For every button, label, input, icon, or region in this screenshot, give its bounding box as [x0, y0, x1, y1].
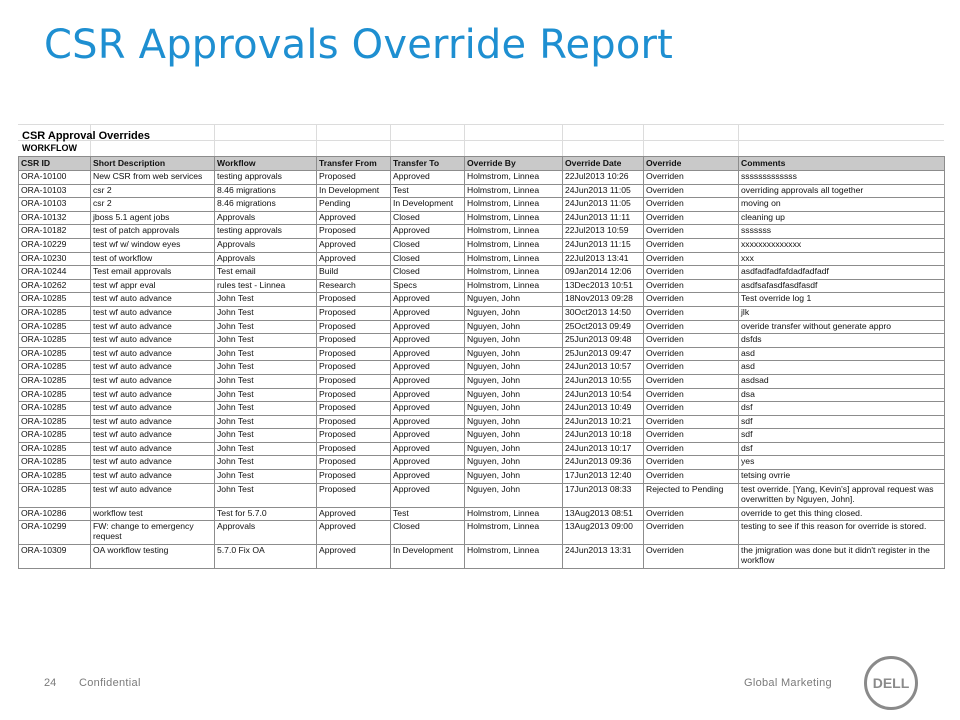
- table-cell: Proposed: [317, 483, 391, 507]
- table-cell: asd: [739, 347, 945, 361]
- column-header: Transfer From: [317, 157, 391, 171]
- table-cell: John Test: [215, 402, 317, 416]
- table-cell: Holmstrom, Linnea: [465, 198, 563, 212]
- table-row: [19, 388, 945, 402]
- table-cell: ORA-10285: [19, 334, 91, 348]
- table-cell: Nguyen, John: [465, 347, 563, 361]
- table-cell: 24Jun2013 10:57: [563, 361, 644, 375]
- table-cell: Holmstrom, Linnea: [465, 211, 563, 225]
- table-cell: 17Jun2013 08:33: [563, 483, 644, 507]
- table-cell: Approved: [391, 171, 465, 185]
- table-cell: Approved: [391, 293, 465, 307]
- table-cell: Approved: [317, 211, 391, 225]
- table-cell: 24Jun2013 10:18: [563, 429, 644, 443]
- table-cell: overriding approvals all together: [739, 184, 945, 198]
- table-cell: 5.7.0 Fix OA: [215, 545, 317, 569]
- table-cell: test wf auto advance: [91, 293, 215, 307]
- table-cell: Test email approvals: [91, 266, 215, 280]
- column-header: Override Date: [563, 157, 644, 171]
- table-cell: Overriden: [644, 374, 739, 388]
- table-cell: ORA-10230: [19, 252, 91, 266]
- table-cell: Approvals: [215, 211, 317, 225]
- table-cell: testing to see if this reason for override is stored.: [739, 521, 945, 545]
- report-header-area: [18, 124, 944, 156]
- table-cell: Closed: [391, 238, 465, 252]
- table-row: [19, 415, 945, 429]
- table-row: [19, 198, 945, 212]
- table-cell: Closed: [391, 521, 465, 545]
- table-cell: Overriden: [644, 334, 739, 348]
- table-cell: test of patch approvals: [91, 225, 215, 239]
- table-cell: Test: [391, 507, 465, 521]
- table-row: [19, 171, 945, 185]
- table-cell: test wf auto advance: [91, 470, 215, 484]
- table-cell: sdf: [739, 429, 945, 443]
- table-cell: John Test: [215, 320, 317, 334]
- table-cell: Overriden: [644, 388, 739, 402]
- table-cell: Approved: [391, 442, 465, 456]
- table-cell: test wf auto advance: [91, 442, 215, 456]
- table-cell: ORA-10285: [19, 483, 91, 507]
- table-row: [19, 361, 945, 375]
- department-label: Global Marketing: [744, 677, 832, 689]
- column-header: Transfer To: [391, 157, 465, 171]
- table-cell: Build: [317, 266, 391, 280]
- table-cell: Overriden: [644, 184, 739, 198]
- table-row: [19, 211, 945, 225]
- table-cell: test wf auto advance: [91, 415, 215, 429]
- slide-title: CSR Approvals Override Report: [44, 22, 674, 68]
- table-cell: Approved: [391, 334, 465, 348]
- table-cell: Test for 5.7.0: [215, 507, 317, 521]
- table-cell: Approvals: [215, 252, 317, 266]
- column-header: Override By: [465, 157, 563, 171]
- page-number: 24: [44, 677, 57, 689]
- table-cell: Overriden: [644, 252, 739, 266]
- table-row: [19, 429, 945, 443]
- table-cell: ORA-10309: [19, 545, 91, 569]
- table-cell: sdf: [739, 415, 945, 429]
- table-cell: Approved: [317, 238, 391, 252]
- table-cell: test wf auto advance: [91, 320, 215, 334]
- column-header: Short Description: [91, 157, 215, 171]
- table-cell: Approved: [391, 456, 465, 470]
- table-cell: 30Oct2013 14:50: [563, 306, 644, 320]
- report-title: CSR Approval Overrides: [22, 130, 150, 142]
- table-cell: Proposed: [317, 306, 391, 320]
- table-cell: workflow test: [91, 507, 215, 521]
- table-cell: ORA-10285: [19, 320, 91, 334]
- table-row: [19, 252, 945, 266]
- table-cell: John Test: [215, 293, 317, 307]
- table-cell: Holmstrom, Linnea: [465, 521, 563, 545]
- table-cell: 13Dec2013 10:51: [563, 279, 644, 293]
- table-cell: jlk: [739, 306, 945, 320]
- table-cell: Proposed: [317, 456, 391, 470]
- table-cell: ORA-10244: [19, 266, 91, 280]
- table-cell: Overriden: [644, 507, 739, 521]
- table-cell: Nguyen, John: [465, 388, 563, 402]
- table-cell: John Test: [215, 442, 317, 456]
- table-cell: 8.46 migrations: [215, 184, 317, 198]
- column-header: CSR ID: [19, 157, 91, 171]
- table-cell: cleaning up: [739, 211, 945, 225]
- table-cell: test wf auto advance: [91, 483, 215, 507]
- table-cell: Approved: [391, 225, 465, 239]
- table-cell: test override. [Yang, Kevin's] approval request was overwritten by Nguyen, John].: [739, 483, 945, 507]
- table-cell: asdfsafasdfasdfasdf: [739, 279, 945, 293]
- table-cell: Nguyen, John: [465, 402, 563, 416]
- table-cell: asd: [739, 361, 945, 375]
- table-cell: test wf auto advance: [91, 456, 215, 470]
- table-cell: John Test: [215, 470, 317, 484]
- table-cell: Approved: [391, 388, 465, 402]
- table-cell: ORA-10132: [19, 211, 91, 225]
- table-cell: Nguyen, John: [465, 470, 563, 484]
- table-cell: Holmstrom, Linnea: [465, 545, 563, 569]
- confidential-label: Confidential: [79, 677, 141, 689]
- table-cell: Overriden: [644, 521, 739, 545]
- table-cell: Proposed: [317, 429, 391, 443]
- logo-text: DELL: [872, 675, 910, 691]
- table-cell: ORA-10103: [19, 184, 91, 198]
- table-cell: Proposed: [317, 320, 391, 334]
- table-cell: Overriden: [644, 293, 739, 307]
- table-cell: Overriden: [644, 361, 739, 375]
- table-cell: tetsing ovrrie: [739, 470, 945, 484]
- table-cell: csr 2: [91, 198, 215, 212]
- table-cell: 24Jun2013 10:49: [563, 402, 644, 416]
- table-cell: dsf: [739, 442, 945, 456]
- table-cell: Proposed: [317, 388, 391, 402]
- table-cell: test of workflow: [91, 252, 215, 266]
- table-cell: Holmstrom, Linnea: [465, 252, 563, 266]
- table-cell: ORA-10100: [19, 171, 91, 185]
- table-cell: yes: [739, 456, 945, 470]
- table-cell: John Test: [215, 347, 317, 361]
- table-cell: 18Nov2013 09:28: [563, 293, 644, 307]
- table-cell: 13Aug2013 08:51: [563, 507, 644, 521]
- table-cell: Overriden: [644, 211, 739, 225]
- table-row: [19, 320, 945, 334]
- table-cell: Overriden: [644, 171, 739, 185]
- table-cell: John Test: [215, 361, 317, 375]
- table-cell: 25Jun2013 09:48: [563, 334, 644, 348]
- table-cell: test wf auto advance: [91, 388, 215, 402]
- table-cell: Approved: [317, 252, 391, 266]
- table-cell: Overriden: [644, 402, 739, 416]
- table-cell: Proposed: [317, 347, 391, 361]
- table-cell: Proposed: [317, 402, 391, 416]
- table-cell: OA workflow testing: [91, 545, 215, 569]
- table-cell: testing approvals: [215, 225, 317, 239]
- table-cell: Holmstrom, Linnea: [465, 238, 563, 252]
- table-cell: 24Jun2013 11:15: [563, 238, 644, 252]
- table-cell: Proposed: [317, 171, 391, 185]
- table-cell: test wf auto advance: [91, 402, 215, 416]
- table-cell: ORA-10285: [19, 415, 91, 429]
- table-row: [19, 402, 945, 416]
- table-cell: ORA-10285: [19, 361, 91, 375]
- table-cell: test wf auto advance: [91, 361, 215, 375]
- table-cell: 22Jul2013 10:59: [563, 225, 644, 239]
- table-cell: testing approvals: [215, 171, 317, 185]
- table-cell: ORA-10285: [19, 429, 91, 443]
- table-cell: override to get this thing closed.: [739, 507, 945, 521]
- table-cell: In Development: [317, 184, 391, 198]
- table-cell: 24Jun2013 10:55: [563, 374, 644, 388]
- table-row: [19, 184, 945, 198]
- table-cell: Approved: [391, 306, 465, 320]
- dell-logo: [863, 655, 919, 711]
- table-row: [19, 225, 945, 239]
- column-header: Override: [644, 157, 739, 171]
- table-cell: 24Jun2013 10:54: [563, 388, 644, 402]
- table-cell: John Test: [215, 388, 317, 402]
- table-cell: Specs: [391, 279, 465, 293]
- table-row: [19, 470, 945, 484]
- table-cell: Holmstrom, Linnea: [465, 171, 563, 185]
- table-cell: overide transfer without generate appro: [739, 320, 945, 334]
- table-cell: dsfds: [739, 334, 945, 348]
- column-header: Workflow: [215, 157, 317, 171]
- table-cell: Nguyen, John: [465, 429, 563, 443]
- table-cell: ORA-10299: [19, 521, 91, 545]
- table-cell: Nguyen, John: [465, 415, 563, 429]
- table-cell: John Test: [215, 334, 317, 348]
- table-cell: 24Jun2013 10:21: [563, 415, 644, 429]
- table-cell: Approved: [391, 361, 465, 375]
- table-row: [19, 521, 945, 545]
- table-cell: Approvals: [215, 238, 317, 252]
- table-cell: Nguyen, John: [465, 483, 563, 507]
- table-row: [19, 442, 945, 456]
- table-cell: test wf auto advance: [91, 374, 215, 388]
- table-cell: Research: [317, 279, 391, 293]
- table-row: [19, 238, 945, 252]
- table-cell: Nguyen, John: [465, 306, 563, 320]
- table-cell: Approved: [391, 320, 465, 334]
- table-cell: John Test: [215, 456, 317, 470]
- table-cell: asdfadfadfafdadfadfadf: [739, 266, 945, 280]
- table-cell: Overriden: [644, 225, 739, 239]
- table-cell: Proposed: [317, 374, 391, 388]
- table-cell: sssssss: [739, 225, 945, 239]
- table-cell: ORA-10285: [19, 442, 91, 456]
- table-cell: Nguyen, John: [465, 293, 563, 307]
- table-cell: Proposed: [317, 442, 391, 456]
- table-row: [19, 374, 945, 388]
- table-cell: Overriden: [644, 545, 739, 569]
- table-cell: Test override log 1: [739, 293, 945, 307]
- table-cell: Proposed: [317, 334, 391, 348]
- table-cell: test wf auto advance: [91, 347, 215, 361]
- table-cell: Closed: [391, 211, 465, 225]
- table-cell: John Test: [215, 415, 317, 429]
- table-cell: Closed: [391, 266, 465, 280]
- table-row: [19, 456, 945, 470]
- overrides-table: [18, 156, 945, 569]
- table-cell: Approved: [391, 429, 465, 443]
- table-cell: Approved: [391, 470, 465, 484]
- table-cell: Test: [391, 184, 465, 198]
- table-cell: In Development: [391, 198, 465, 212]
- table-cell: Nguyen, John: [465, 456, 563, 470]
- table-cell: test wf auto advance: [91, 306, 215, 320]
- table-cell: 22Jul2013 13:41: [563, 252, 644, 266]
- table-row: [19, 545, 945, 569]
- table-cell: 24Jun2013 13:31: [563, 545, 644, 569]
- table-cell: xxx: [739, 252, 945, 266]
- table-cell: 09Jan2014 12:06: [563, 266, 644, 280]
- table-cell: ORA-10262: [19, 279, 91, 293]
- table-cell: Overriden: [644, 266, 739, 280]
- table-cell: Holmstrom, Linnea: [465, 266, 563, 280]
- table-cell: csr 2: [91, 184, 215, 198]
- table-cell: Overriden: [644, 198, 739, 212]
- table-row: [19, 279, 945, 293]
- table-cell: Holmstrom, Linnea: [465, 279, 563, 293]
- table-cell: Holmstrom, Linnea: [465, 184, 563, 198]
- table-cell: John Test: [215, 306, 317, 320]
- table-cell: 8.46 migrations: [215, 198, 317, 212]
- table-row: [19, 266, 945, 280]
- table-cell: Rejected to Pending: [644, 483, 739, 507]
- table-cell: Nguyen, John: [465, 334, 563, 348]
- table-cell: Proposed: [317, 361, 391, 375]
- table-header-row: [19, 157, 945, 171]
- table-cell: ORA-10286: [19, 507, 91, 521]
- table-cell: Approved: [391, 402, 465, 416]
- table-cell: Approved: [391, 347, 465, 361]
- table-cell: 22Jul2013 10:26: [563, 171, 644, 185]
- table-cell: dsf: [739, 402, 945, 416]
- table-cell: rules test - Linnea: [215, 279, 317, 293]
- table-cell: Overriden: [644, 320, 739, 334]
- table-cell: dsa: [739, 388, 945, 402]
- table-cell: ORA-10285: [19, 347, 91, 361]
- table-cell: Overriden: [644, 415, 739, 429]
- column-header: Comments: [739, 157, 945, 171]
- table-cell: test wf w/ window eyes: [91, 238, 215, 252]
- table-cell: 25Oct2013 09:49: [563, 320, 644, 334]
- table-body: [19, 171, 945, 569]
- table-cell: ORA-10285: [19, 306, 91, 320]
- table-row: [19, 507, 945, 521]
- table-row: [19, 334, 945, 348]
- table-cell: ORA-10285: [19, 402, 91, 416]
- table-cell: Test email: [215, 266, 317, 280]
- table-cell: Holmstrom, Linnea: [465, 225, 563, 239]
- table-cell: Approved: [317, 521, 391, 545]
- table-cell: test wf appr eval: [91, 279, 215, 293]
- table-cell: New CSR from web services: [91, 171, 215, 185]
- table-cell: Approved: [391, 415, 465, 429]
- table-cell: FW: change to emergency request: [91, 521, 215, 545]
- table-cell: ORA-10285: [19, 374, 91, 388]
- table-cell: Overriden: [644, 470, 739, 484]
- table-cell: Overriden: [644, 238, 739, 252]
- table-cell: moving on: [739, 198, 945, 212]
- table-row: [19, 347, 945, 361]
- table-cell: sssssssssssss: [739, 171, 945, 185]
- table-cell: test wf auto advance: [91, 429, 215, 443]
- table-cell: Overriden: [644, 429, 739, 443]
- table-cell: 24Jun2013 09:36: [563, 456, 644, 470]
- table-cell: Nguyen, John: [465, 320, 563, 334]
- table-cell: Overriden: [644, 306, 739, 320]
- table-cell: ORA-10285: [19, 470, 91, 484]
- table-cell: ORA-10103: [19, 198, 91, 212]
- table-cell: 13Aug2013 09:00: [563, 521, 644, 545]
- table-cell: ORA-10182: [19, 225, 91, 239]
- table-cell: xxxxxxxxxxxxxx: [739, 238, 945, 252]
- table-cell: Approved: [317, 545, 391, 569]
- table-cell: 24Jun2013 11:11: [563, 211, 644, 225]
- table-cell: ORA-10285: [19, 456, 91, 470]
- table-cell: John Test: [215, 429, 317, 443]
- table-cell: John Test: [215, 483, 317, 507]
- table-cell: Overriden: [644, 442, 739, 456]
- table-cell: 24Jun2013 11:05: [563, 198, 644, 212]
- table-cell: Nguyen, John: [465, 361, 563, 375]
- table-cell: Nguyen, John: [465, 374, 563, 388]
- report-screenshot: [18, 124, 944, 594]
- report-subtitle: WORKFLOW: [22, 143, 77, 153]
- table-cell: Closed: [391, 252, 465, 266]
- table-cell: 25Jun2013 09:47: [563, 347, 644, 361]
- table-cell: ORA-10285: [19, 293, 91, 307]
- table-cell: jboss 5.1 agent jobs: [91, 211, 215, 225]
- table-cell: Nguyen, John: [465, 442, 563, 456]
- table-row: [19, 293, 945, 307]
- table-cell: 24Jun2013 11:05: [563, 184, 644, 198]
- table-cell: Overriden: [644, 279, 739, 293]
- table-cell: Pending: [317, 198, 391, 212]
- table-cell: Proposed: [317, 293, 391, 307]
- table-cell: 17Jun2013 12:40: [563, 470, 644, 484]
- table-cell: the jmigration was done but it didn't register in the workflow: [739, 545, 945, 569]
- table-cell: Approved: [391, 374, 465, 388]
- table-cell: Proposed: [317, 470, 391, 484]
- table-cell: Holmstrom, Linnea: [465, 507, 563, 521]
- table-cell: John Test: [215, 374, 317, 388]
- table-cell: In Development: [391, 545, 465, 569]
- table-row: [19, 306, 945, 320]
- table-cell: Approved: [391, 483, 465, 507]
- table-cell: Proposed: [317, 415, 391, 429]
- table-cell: Approved: [317, 507, 391, 521]
- table-row: [19, 483, 945, 507]
- table-cell: 24Jun2013 10:17: [563, 442, 644, 456]
- table-cell: Proposed: [317, 225, 391, 239]
- table-cell: Overriden: [644, 456, 739, 470]
- table-cell: Overriden: [644, 347, 739, 361]
- table-cell: ORA-10229: [19, 238, 91, 252]
- table-cell: test wf auto advance: [91, 334, 215, 348]
- table-cell: Approvals: [215, 521, 317, 545]
- table-cell: asdsad: [739, 374, 945, 388]
- table-cell: ORA-10285: [19, 388, 91, 402]
